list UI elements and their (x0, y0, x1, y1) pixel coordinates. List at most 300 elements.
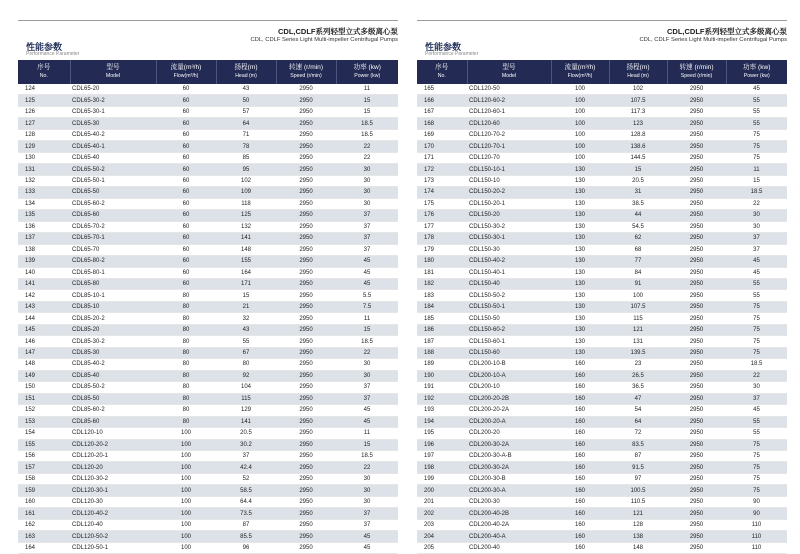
cell-power: 30 (336, 175, 398, 186)
cell-model: CDL65-60 (70, 210, 156, 221)
table-row (417, 187, 787, 198)
cell-power: 75 (726, 324, 787, 335)
cell-model: CDL150-30-1 (467, 233, 551, 244)
table-row (417, 141, 787, 152)
cell-number: 181 (417, 267, 467, 278)
cell-power: 37 (726, 244, 787, 255)
cell-model: CDL150-60-2 (467, 324, 551, 335)
cell-number: 147 (18, 347, 70, 358)
cell-model: CDL150-30-2 (467, 221, 551, 232)
header-label-zh: 序号 (37, 64, 51, 71)
table-row (18, 542, 398, 553)
cell-number: 152 (18, 405, 70, 416)
cell-speed: 2950 (667, 244, 726, 255)
header-row (417, 60, 787, 84)
cell-head: 85.5 (216, 531, 276, 542)
cell-head: 64 (216, 118, 276, 129)
cell-model: CDL85-40 (70, 370, 156, 381)
cell-power: 110 (726, 531, 787, 542)
cell-power: 11 (726, 164, 787, 175)
cell-power: 45 (726, 405, 787, 416)
table-row (18, 451, 398, 462)
table-row (417, 508, 787, 519)
cell-speed: 2950 (276, 129, 336, 140)
cell-number: 166 (417, 95, 467, 106)
cell-speed: 2950 (667, 233, 726, 244)
cell-number: 127 (18, 118, 70, 129)
table-row (417, 221, 787, 232)
top-rule (417, 20, 787, 21)
header-label-en: Model (105, 73, 121, 79)
cell-number: 204 (417, 531, 467, 542)
cell-flow: 60 (156, 175, 216, 186)
cell-flow: 160 (551, 462, 609, 473)
cell-model: CDL120-30-1 (70, 485, 156, 496)
header-label-zh: 扬程(m) (234, 64, 258, 71)
cell-speed: 2950 (667, 542, 726, 553)
table-row (417, 164, 787, 175)
cell-flow: 130 (551, 256, 609, 267)
table-row (417, 347, 787, 358)
cell-power: 75 (726, 485, 787, 496)
cell-model: CDL65-50-1 (70, 175, 156, 186)
cell-power: 75 (726, 336, 787, 347)
cell-flow: 130 (551, 175, 609, 186)
cell-flow: 160 (551, 428, 609, 439)
cell-speed: 2950 (276, 336, 336, 347)
cell-head: 64.4 (216, 496, 276, 507)
cell-head: 44 (609, 210, 667, 221)
cell-power: 75 (726, 439, 787, 450)
table-row (18, 473, 398, 484)
table-row (417, 210, 787, 221)
cell-flow: 130 (551, 301, 609, 312)
table-row (417, 393, 787, 404)
cell-speed: 2950 (667, 508, 726, 519)
table-row (18, 84, 398, 95)
cell-number: 139 (18, 256, 70, 267)
table-row (18, 336, 398, 347)
cell-number: 201 (417, 496, 467, 507)
header-label-zh: 功率 (kw) (743, 64, 771, 71)
cell-speed: 2950 (276, 428, 336, 439)
table-row (18, 221, 398, 232)
cell-number: 205 (417, 542, 467, 553)
cell-speed: 2950 (276, 301, 336, 312)
cell-head: 123 (609, 118, 667, 129)
table-row (18, 290, 398, 301)
header-power (726, 60, 787, 84)
cell-head: 58.5 (216, 485, 276, 496)
cell-power: 37 (336, 221, 398, 232)
cell-number: 159 (18, 485, 70, 496)
header-flow (156, 60, 216, 84)
cell-power: 18.5 (336, 451, 398, 462)
cell-head: 100.5 (609, 485, 667, 496)
cell-model: CDL150-40-2 (467, 256, 551, 267)
cell-speed: 2950 (276, 244, 336, 255)
cell-flow: 100 (156, 496, 216, 507)
cell-number: 153 (18, 416, 70, 427)
cell-flow: 130 (551, 347, 609, 358)
cell-head: 31 (609, 187, 667, 198)
cell-number: 178 (417, 233, 467, 244)
table-row (417, 473, 787, 484)
table-row (417, 462, 787, 473)
header-label-en: Model (501, 73, 517, 79)
cell-speed: 2950 (276, 370, 336, 381)
header-row (18, 60, 398, 84)
cell-flow: 60 (156, 106, 216, 117)
cell-speed: 2950 (276, 118, 336, 129)
cell-model: CDL85-60-2 (70, 405, 156, 416)
table-row (18, 267, 398, 278)
table-row (417, 405, 787, 416)
table-row (417, 451, 787, 462)
cell-model: CDL150-50-1 (467, 301, 551, 312)
cell-number: 192 (417, 393, 467, 404)
cell-power: 75 (726, 473, 787, 484)
cell-head: 52 (216, 473, 276, 484)
cell-speed: 2950 (667, 313, 726, 324)
header-speed (667, 60, 726, 84)
cell-flow: 160 (551, 370, 609, 381)
header-label-zh: 序号 (435, 64, 449, 71)
cell-model: CDL85-30-2 (70, 336, 156, 347)
cell-flow: 160 (551, 405, 609, 416)
cell-power: 30 (726, 210, 787, 221)
table-row (417, 129, 787, 140)
cell-head: 54 (609, 405, 667, 416)
cell-power: 30 (726, 382, 787, 393)
cell-speed: 2950 (276, 84, 336, 95)
cell-model: CDL85-50 (70, 393, 156, 404)
header-label-en: No. (437, 73, 446, 79)
cell-number: 194 (417, 416, 467, 427)
cell-model: CDL85-50-2 (70, 382, 156, 393)
cell-head: 55 (216, 336, 276, 347)
table-row (18, 393, 398, 404)
table-row (18, 347, 398, 358)
table-row (417, 336, 787, 347)
cell-power: 11 (336, 84, 398, 95)
cell-head: 43 (216, 324, 276, 335)
cell-speed: 2950 (276, 256, 336, 267)
right-page (417, 0, 787, 551)
cell-model: CDL65-40-1 (70, 141, 156, 152)
cell-flow: 160 (551, 473, 609, 484)
cell-speed: 2950 (667, 428, 726, 439)
cell-head: 38.5 (609, 198, 667, 209)
cell-flow: 100 (551, 129, 609, 140)
cell-flow: 160 (551, 542, 609, 553)
cell-model: CDL120-20-1 (70, 451, 156, 462)
cell-power: 75 (726, 462, 787, 473)
section-subtitle: Performance Parameter (26, 51, 80, 57)
cell-head: 57 (216, 106, 276, 117)
table-row (18, 210, 398, 221)
cell-power: 37 (726, 393, 787, 404)
cell-model: CDL120-60 (467, 118, 551, 129)
table-row (18, 256, 398, 267)
header-head (609, 60, 667, 84)
cell-number: 202 (417, 508, 467, 519)
cell-speed: 2950 (667, 347, 726, 358)
cell-head: 148 (216, 244, 276, 255)
cell-number: 154 (18, 428, 70, 439)
cell-speed: 2950 (276, 531, 336, 542)
cell-number: 144 (18, 313, 70, 324)
cell-model: CDL150-20-1 (467, 198, 551, 209)
cell-power: 22 (336, 141, 398, 152)
section-subtitle: Performance Parameter (425, 51, 479, 57)
cell-power: 37 (726, 233, 787, 244)
cell-number: 157 (18, 462, 70, 473)
cell-number: 151 (18, 393, 70, 404)
cell-speed: 2950 (667, 496, 726, 507)
table-row (18, 198, 398, 209)
cell-head: 87 (216, 519, 276, 530)
cell-power: 90 (726, 496, 787, 507)
cell-speed: 2950 (667, 405, 726, 416)
brand-title-en: CDL, CDLF Series Light Multi-impeller Centrifugal Pumps (639, 37, 787, 43)
cell-number: 182 (417, 278, 467, 289)
cell-number: 177 (417, 221, 467, 232)
cell-model: CDL200-40 (467, 542, 551, 553)
cell-model: CDL65-30-1 (70, 106, 156, 117)
header-label-en: Speed (r/min) (290, 73, 322, 79)
cell-power: 45 (336, 278, 398, 289)
cell-flow: 80 (156, 290, 216, 301)
table-row (18, 244, 398, 255)
cell-head: 42.4 (216, 462, 276, 473)
cell-speed: 2950 (667, 451, 726, 462)
cell-head: 20.5 (609, 175, 667, 186)
cell-power: 45 (336, 256, 398, 267)
cell-flow: 160 (551, 508, 609, 519)
table-row (417, 290, 787, 301)
cell-model: CDL200-40-2B (467, 508, 551, 519)
cell-power: 30 (336, 473, 398, 484)
cell-power: 75 (726, 451, 787, 462)
cell-speed: 2950 (667, 118, 726, 129)
cell-head: 83.5 (609, 439, 667, 450)
cell-number: 170 (417, 141, 467, 152)
cell-head: 138.6 (609, 141, 667, 152)
cell-number: 198 (417, 462, 467, 473)
table-row (18, 324, 398, 335)
table-row (18, 439, 398, 450)
cell-speed: 2950 (667, 290, 726, 301)
cell-flow: 80 (156, 416, 216, 427)
cell-speed: 2950 (276, 439, 336, 450)
header-flow (551, 60, 609, 84)
cell-model: CDL200-10-B (467, 359, 551, 370)
cell-model: CDL65-80 (70, 278, 156, 289)
cell-number: 168 (417, 118, 467, 129)
cell-number: 195 (417, 428, 467, 439)
cell-model: CDL150-20 (467, 210, 551, 221)
table-row (417, 244, 787, 255)
header-label-en: Power (kw) (743, 73, 770, 79)
cell-power: 22 (336, 152, 398, 163)
cell-flow: 160 (551, 359, 609, 370)
table-row (417, 278, 787, 289)
cell-flow: 130 (551, 221, 609, 232)
cell-speed: 2950 (276, 508, 336, 519)
cell-power: 55 (726, 278, 787, 289)
cell-model: CDL120-50-2 (70, 531, 156, 542)
cell-flow: 60 (156, 118, 216, 129)
cell-speed: 2950 (276, 221, 336, 232)
header-label-zh: 转速 (r/min) (679, 64, 714, 71)
cell-power: 15 (336, 324, 398, 335)
cell-model: CDL65-80-2 (70, 256, 156, 267)
cell-model: CDL120-60-1 (467, 106, 551, 117)
cell-speed: 2950 (667, 164, 726, 175)
cell-model: CDL120-40-2 (70, 508, 156, 519)
brand-title-zh: CDL,CDLF系列轻型立式多级离心泵 (278, 27, 398, 36)
cell-model: CDL150-50-2 (467, 290, 551, 301)
cell-speed: 2950 (276, 324, 336, 335)
cell-speed: 2950 (276, 347, 336, 358)
cell-number: 180 (417, 256, 467, 267)
cell-speed: 2950 (276, 451, 336, 462)
cell-power: 37 (336, 382, 398, 393)
cell-power: 55 (726, 428, 787, 439)
cell-number: 163 (18, 531, 70, 542)
table-row (18, 359, 398, 370)
cell-number: 196 (417, 439, 467, 450)
cell-flow: 160 (551, 393, 609, 404)
cell-head: 80 (216, 359, 276, 370)
table-row (18, 187, 398, 198)
cell-speed: 2950 (667, 221, 726, 232)
cell-head: 54.5 (609, 221, 667, 232)
cell-head: 47 (609, 393, 667, 404)
table-row (417, 428, 787, 439)
table-header (18, 60, 398, 84)
cell-flow: 60 (156, 244, 216, 255)
cell-flow: 60 (156, 95, 216, 106)
table-row (18, 175, 398, 186)
cell-head: 102 (609, 84, 667, 95)
cell-number: 149 (18, 370, 70, 381)
cell-flow: 130 (551, 336, 609, 347)
cell-flow: 160 (551, 416, 609, 427)
cell-head: 107.5 (609, 301, 667, 312)
cell-flow: 100 (156, 531, 216, 542)
cell-flow: 100 (551, 106, 609, 117)
cell-power: 45 (336, 542, 398, 553)
table-row (417, 485, 787, 496)
cell-number: 143 (18, 301, 70, 312)
cell-flow: 130 (551, 290, 609, 301)
cell-power: 11 (336, 428, 398, 439)
cell-power: 55 (726, 118, 787, 129)
cell-number: 172 (417, 164, 467, 175)
cell-flow: 80 (156, 336, 216, 347)
cell-head: 97 (609, 473, 667, 484)
cell-head: 138 (609, 531, 667, 542)
cell-power: 37 (336, 519, 398, 530)
cell-model: CDL200-30 (467, 496, 551, 507)
table-row (18, 428, 398, 439)
cell-head: 107.5 (609, 95, 667, 106)
cell-head: 87 (609, 451, 667, 462)
cell-head: 84 (609, 267, 667, 278)
cell-flow: 80 (156, 405, 216, 416)
cell-model: CDL120-30 (70, 496, 156, 507)
cell-flow: 130 (551, 198, 609, 209)
cell-flow: 160 (551, 439, 609, 450)
table-row (417, 106, 787, 117)
cell-model: CDL120-70 (467, 152, 551, 163)
table-row (417, 152, 787, 163)
table-row (417, 359, 787, 370)
cell-flow: 160 (551, 382, 609, 393)
cell-speed: 2950 (276, 187, 336, 198)
cell-speed: 2950 (667, 519, 726, 530)
header-label-en: Head (m) (627, 73, 649, 79)
brand-title-en: CDL, CDLF Series Light Multi-impeller Centrifugal Pumps (250, 37, 398, 43)
cell-speed: 2950 (667, 382, 726, 393)
table-row (18, 164, 398, 175)
cell-flow: 60 (156, 210, 216, 221)
cell-head: 132 (216, 221, 276, 232)
cell-model: CDL120-70-2 (467, 129, 551, 140)
table-row (417, 382, 787, 393)
cell-flow: 160 (551, 485, 609, 496)
table-row (18, 508, 398, 519)
cell-power: 45 (726, 267, 787, 278)
cell-number: 186 (417, 324, 467, 335)
cell-speed: 2950 (667, 84, 726, 95)
cell-power: 37 (336, 244, 398, 255)
cell-number: 140 (18, 267, 70, 278)
table-row (18, 416, 398, 427)
cell-power: 30 (336, 485, 398, 496)
cell-number: 164 (18, 542, 70, 553)
cell-power: 15 (336, 106, 398, 117)
cell-flow: 130 (551, 164, 609, 175)
cell-head: 95 (216, 164, 276, 175)
cell-model: CDL85-10 (70, 301, 156, 312)
cell-model: CDL200-30-2A (467, 462, 551, 473)
cell-number: 146 (18, 336, 70, 347)
performance-table-wrap (417, 60, 787, 554)
header-head (216, 60, 276, 84)
header-label-en: No. (39, 73, 48, 79)
cell-model: CDL120-60-2 (467, 95, 551, 106)
cell-power: 75 (726, 347, 787, 358)
cell-flow: 100 (156, 473, 216, 484)
table-row (18, 141, 398, 152)
cell-power: 30 (336, 198, 398, 209)
cell-speed: 2950 (276, 95, 336, 106)
cell-model: CDL65-60-2 (70, 198, 156, 209)
cell-model: CDL65-70-2 (70, 221, 156, 232)
cell-power: 18.5 (336, 118, 398, 129)
cell-power: 90 (726, 508, 787, 519)
cell-head: 125 (216, 210, 276, 221)
table-row (18, 382, 398, 393)
cell-flow: 100 (156, 462, 216, 473)
table-row (18, 129, 398, 140)
cell-number: 187 (417, 336, 467, 347)
cell-head: 71 (216, 129, 276, 140)
cell-flow: 130 (551, 267, 609, 278)
